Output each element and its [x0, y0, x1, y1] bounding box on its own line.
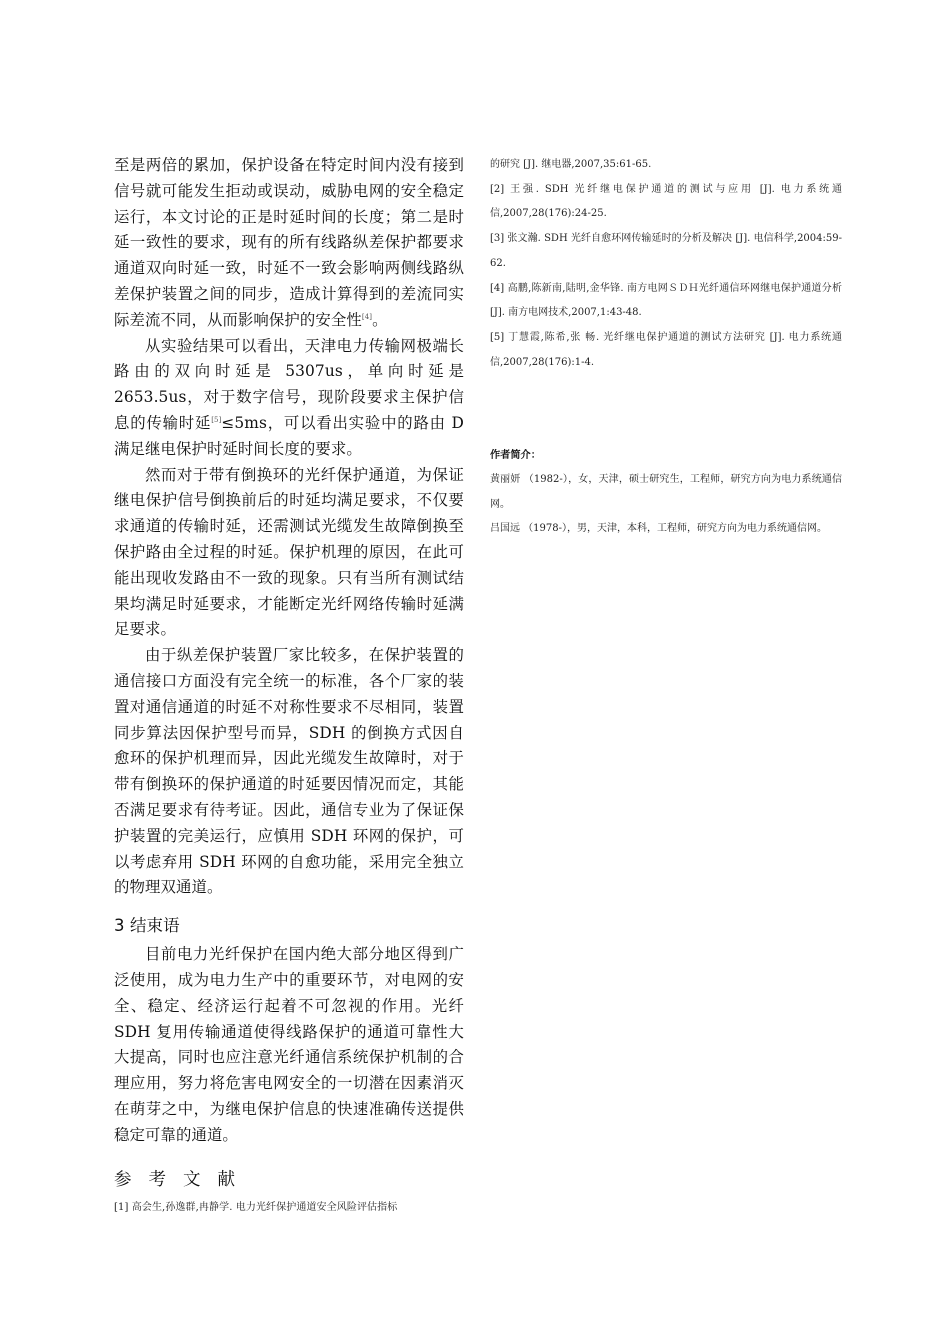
right-column — [490, 153, 842, 542]
body-paragraph — [114, 334, 464, 463]
reference-item: [1] 高会生,孙逸群,冉静学. 电力光纤保护通道安全风险评估指标 — [114, 1202, 398, 1214]
references-title: 参考文献 — [114, 1170, 252, 1191]
citation-4[interactable]: [4] — [361, 312, 373, 321]
reference-item: [5] 丁慧霞,陈希,张 畅. 光纤继电保护通道的测试方法研究 [J]. 电力系统通信,2007,28(176):1-4. — [490, 331, 842, 368]
reference-item: [2] 王强. SDH 光纤继电保护通道的测试与应用 [J]. 电力系统通信,2007,28(176):24-25. — [490, 183, 842, 220]
paragraph-text: 至是两倍的累加，保护设备在特定时间内没有接到信号就可能发生拒动或误动，威胁电网的安全稳定运行，本文讨论的正是时延时间的长度；第二是时延一致性的要求，现有的所有线路纵差保护都要求通道双向时延一致，时延不一致会影响两侧线路纵差保护装置之间的同步，造成计算得到的差流同实际差流不同，从而影响保护的安全性 — [114, 156, 464, 329]
body-paragraph: 然而对于带有倒换环的光纤保护通道，为保证继电保护信号倒换前后的时延均满足要求，不仅要求通道的传输时延，还需测试光缆发生故障倒换至保护路由全过程的时延。保护机理的原因，在此可能出现收发路由不一致的现象。只有当所有测试结果均满足时延要求，才能断定光纤网络传输时延满足要求。 — [114, 465, 464, 639]
body-paragraph: 目前电力光纤保护在国内绝大部分地区得到广泛使用，成为电力生产中的重要环节，对电网的安全、稳定、经济运行起着不可忽视的作用。光纤 SDH 复用传输通道使得线路保护的通道可靠性大大提高，同时也应注意光纤通信系统保护机制的合理应用，努力将危害电网安全的一切潜在因素消灭在萌芽之中，为继电保护信息的快速准确传送提供稳定可靠的通道。 — [114, 945, 464, 1144]
reference-item: [3] 张文瀚. SDH 光纤自愈环网传输延时的分析及解决 [J]. 电信科学,2004:59-62. — [490, 233, 842, 269]
author-bio: 吕国远 （1978-），男，天津，本科，工程师，研究方向为电力系统通信网。 — [490, 523, 828, 535]
body-paragraph — [114, 153, 464, 334]
author-bio: 黄丽妍 （1982-），女，天津，硕士研究生，工程师，研究方向为电力系统通信网。 — [490, 474, 842, 510]
section-heading: 3 结束语 — [114, 916, 180, 936]
author-info-label: 作者简介： — [490, 449, 541, 462]
reference-item: [4] 高鹏,陈新南,陆明,金华锋. 南方电网ＳＤＨ光纤通信环网继电保护通道分析 [J]. 南方电网技术,2007,1:43-48. — [490, 282, 842, 319]
reference-item: 的研究 [J]. 继电器,2007,35:61-65. — [490, 159, 652, 170]
paragraph-text: 从实验结果可以看出，天津电力传输网极端长路由的双向时延是 5307us，单向时延是 2653.5us，对于数字信号，现阶段要求主保护信息的传输时延 — [114, 336, 464, 432]
paragraph-text: ≤5ms，可以看出实验中的路由 D 满足继电保护时延时间长度的要求。 — [114, 413, 464, 458]
body-paragraph: 由于纵差保护装置厂家比较多，在保护装置的通信接口方面没有完全统一的标准，各个厂家的装置对通信通道的时延不对称性要求不尽相同，装置同步算法因保护型号而异，SDH 的倒换方式因自愈环的保护机理而异，因此光缆发生故障时，对于带有倒换环的保护通道的时延要因情况而定，其能否满足要求有待考证。因此，通信专业为了保证保护装置的完美运行，应慎用 SDH 环网的保护，可以考虑弃用 SDH 环网的自愈功能，采用完全独立的物理双通道。 — [114, 646, 464, 897]
paragraph-end: 。 — [372, 310, 388, 329]
left-column — [114, 153, 464, 1218]
citation-5[interactable]: [5] — [211, 415, 222, 424]
